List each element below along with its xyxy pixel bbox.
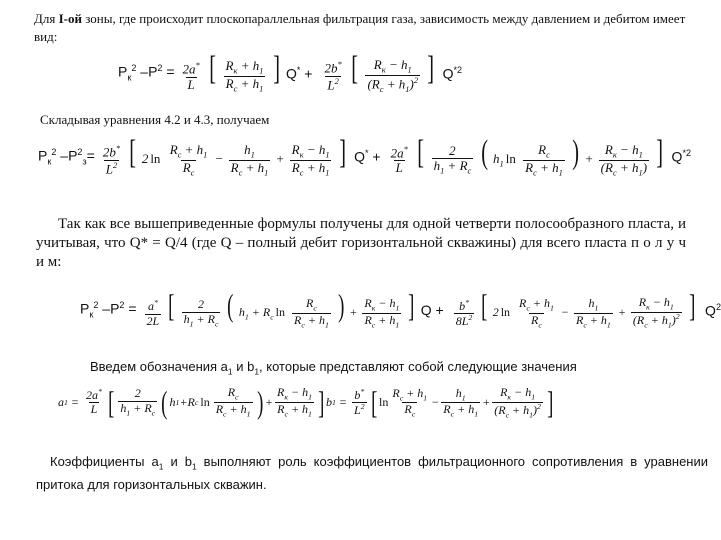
equation-2: $P_к^2$ $-P^2_з=$ $\frac{2b^*}{L^2}$ [ 2 ln $\frac{R_c + h_1}{R_c}$ − $\frac{h_1}{R_c + h_1}$ + $\frac{R_к - h_1}{R_c + h_1}$ ] Q* + $\frac{2a^*}{L}$ [ $\frac{2}{h_1 + R_c}$ ( $h_1$ ln $\frac{R_c}{R_c + h_1}$ ) + $\frac{R_к - h_1}{(R_c + h_1)}$ ] $Q^{*2}$ xyxy=(38,134,692,178)
equation-b1: b 1 = $\frac{b^*}{L^2}$ [ ln $\frac{R_c + h_1}{R_c}$ − $\frac{h_1}{R_c + h_1}$ + $\frac{R_к - h_1}{(R_c + h_1)^2}$ ] xyxy=(326,385,554,421)
notation-intro-text: Введем обозначения $a_1$ и $b_1$, которые представляют собой следующие значения xyxy=(90,359,577,377)
quarter-reservoir-paragraph: Так как все вышеприведенные формулы получены для одной четверти полосообразного пласта, и учитывая, что Q* = Q/4 (где Q – полный дебит горизонтальной скважины) для всего пласта п о л у ч и м: xyxy=(36,216,686,270)
equation-1: $P_к^2$ $-P^2$ = $\frac{2a^*}{L}$ [ $\frac{R_к + h_1}{R_c + h_1}$ ] Q* + $\frac{2b^*}{L^2}$ [ $\frac{R_к - h_1}{(R_c + h_1)^2}$ ] $Q^{*2}$ xyxy=(118,50,463,94)
intro-text: Для I-ой зоны, где происходит плоскопараллельная фильтрация газа, зависимость между давлением и дебитом имеет вид: xyxy=(34,11,686,44)
summing-equations-text: Складывая уравнения 4.2 и 4.3, получаем xyxy=(40,112,270,127)
equation-a1: a 1 = $\frac{2a^*}{L}$ [ $\frac{2}{h_1 + R_c}$ ( h 1 + R c ln $\frac{R_c}{R_c + h_1}$ ) + $\frac{R_к - h_1}{R_c + h_1}$ ] xyxy=(58,384,325,420)
equation-3: $P_к^2$ $-P^2$ = $\frac{a^*}{2L}$ [ $\frac{2}{h_1 + R_c}$ ( $h_1 + R_c$ ln $\frac{R_c}{R_c + h_1}$ ) + $\frac{R_к - h_1}{R_c + h_1}$ ] Q + $\frac{b^*}{8L^2}$ [ 2 ln $\frac{R_c + h_1}{R_c}$ − $\frac{h_1}{R_c + h_1}$ + $\frac{R_к - h_1}{(R_c + h_1)^2}$ ] $Q^2$ xyxy=(80,288,721,330)
coefficients-paragraph: Коэффициенты $a_1$ и $b_1$ выполняют роль коэффициентов фильтрационного сопротивления в уравнении притока для горизонтальных скважин. xyxy=(36,454,708,492)
